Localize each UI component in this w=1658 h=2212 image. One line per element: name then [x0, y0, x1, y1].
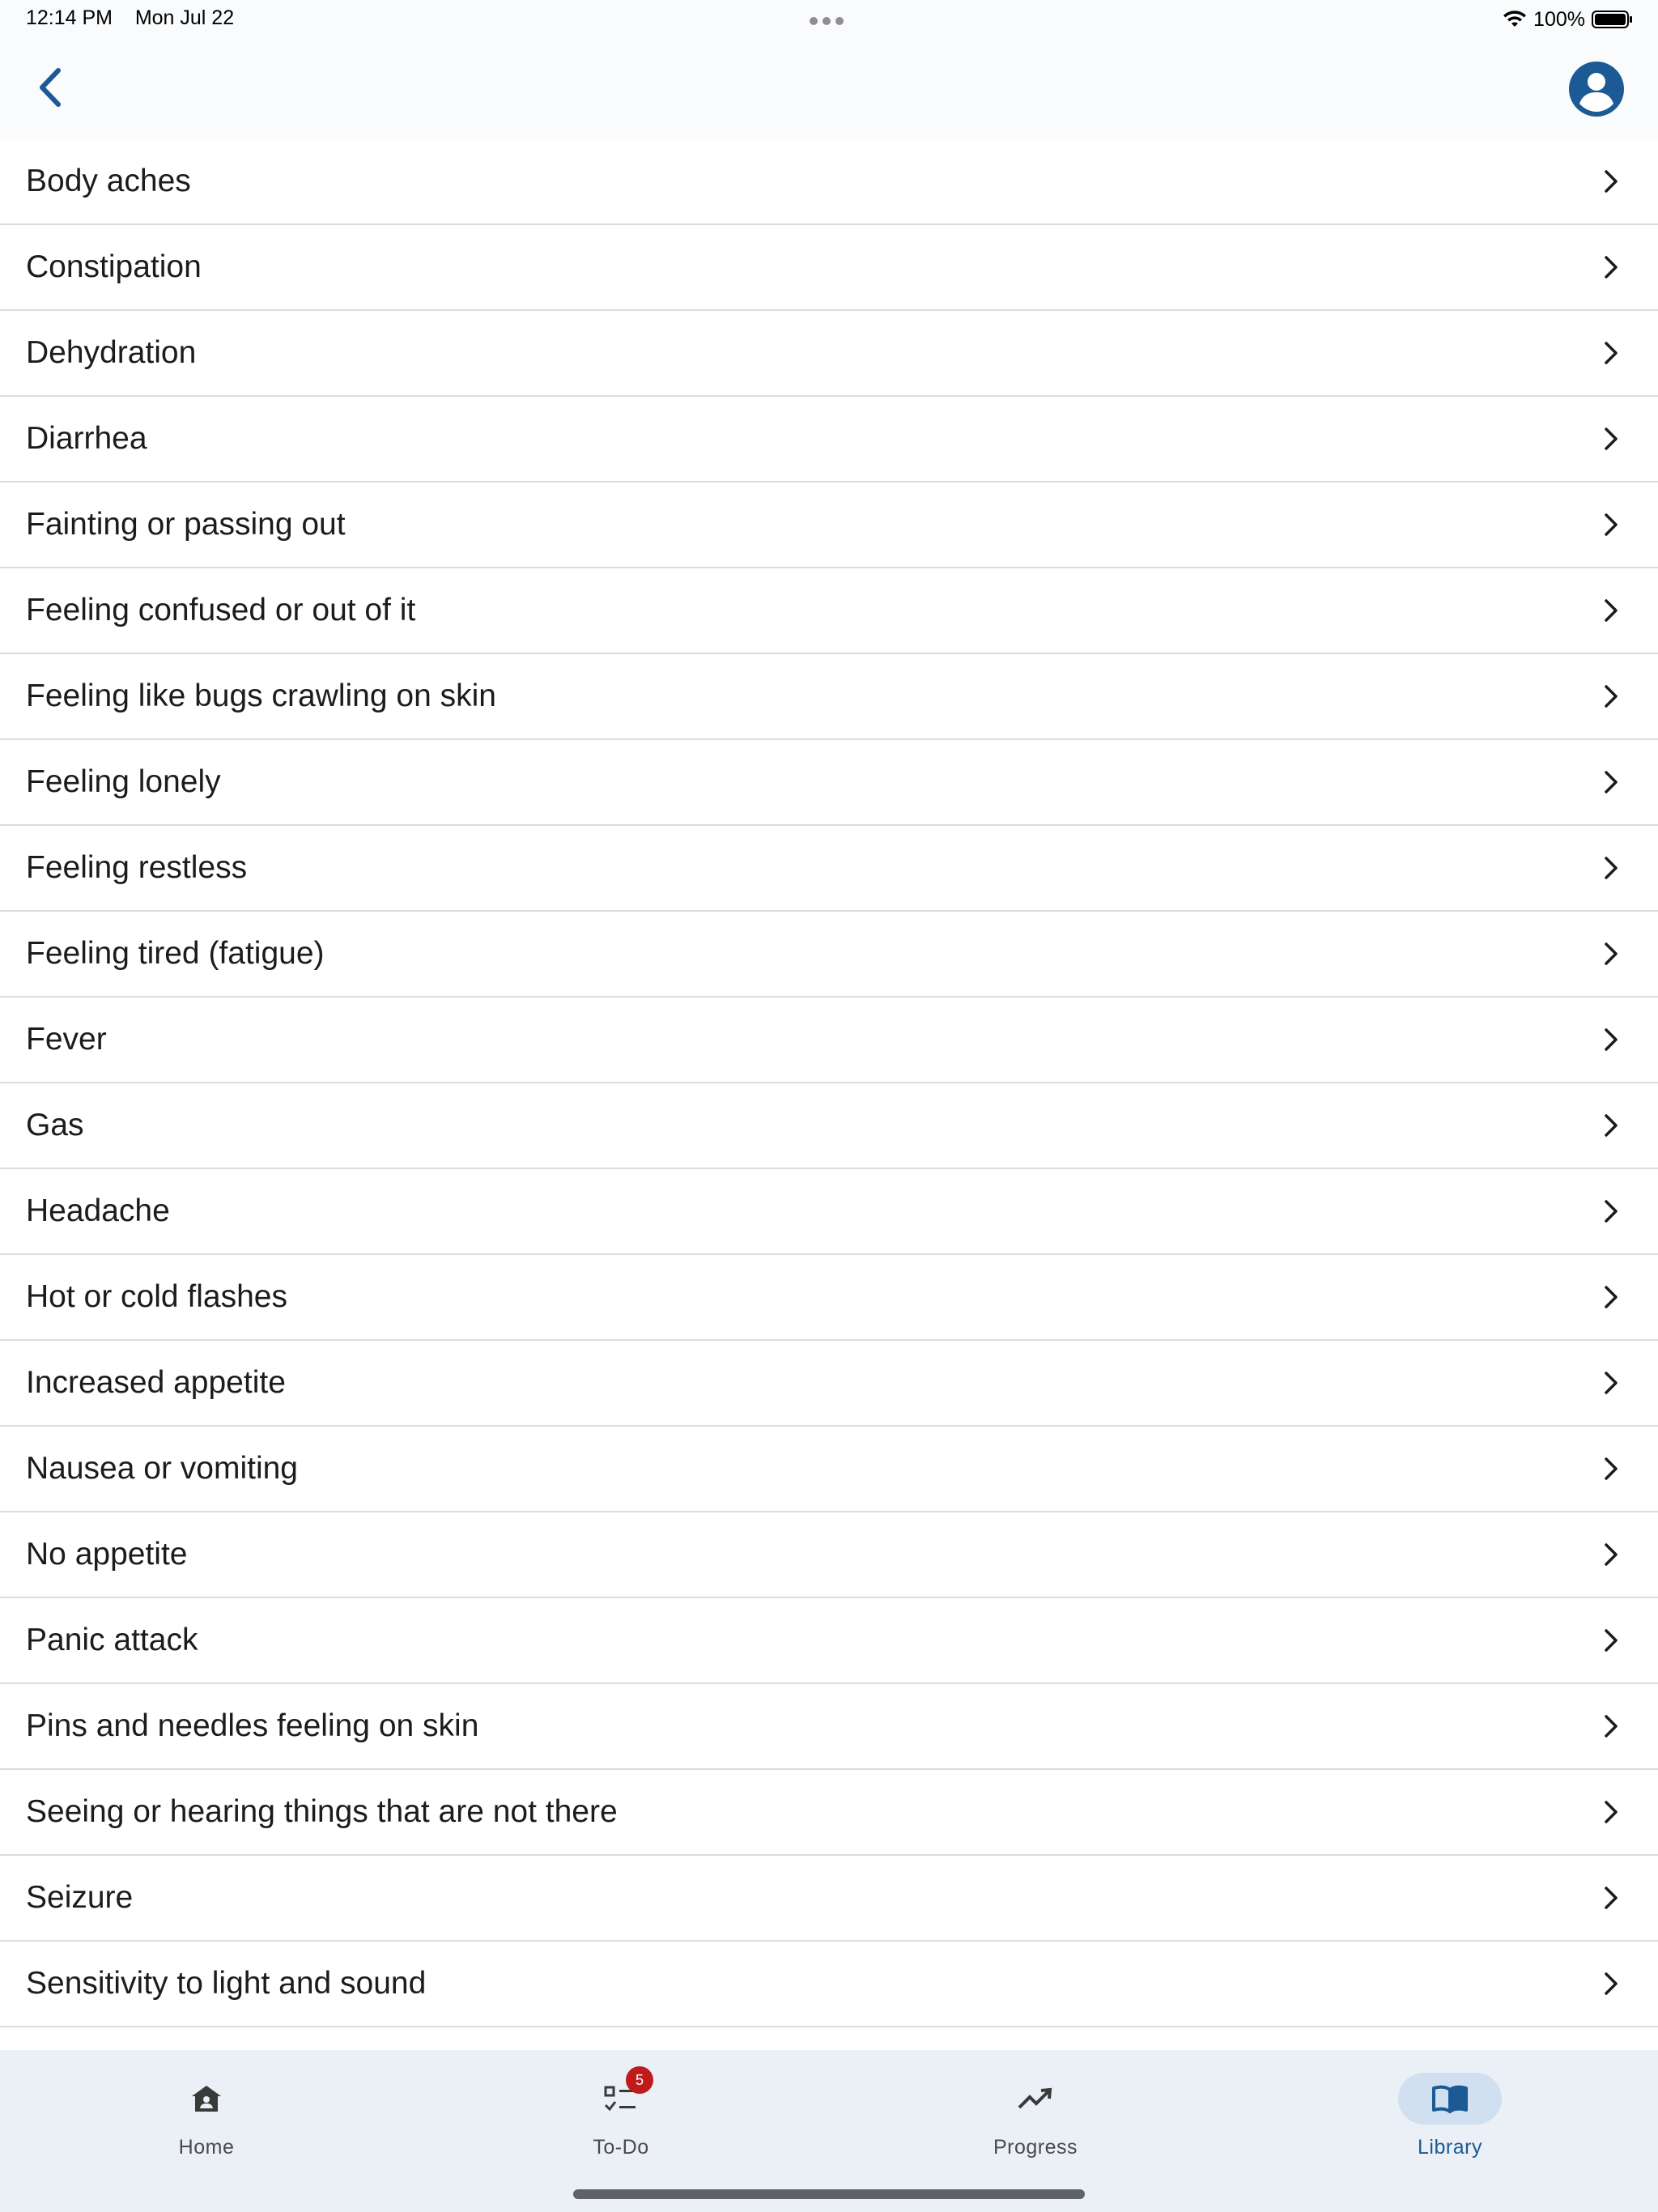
- list-item[interactable]: [0, 1512, 1658, 1598]
- list-item-label: Feeling confused or out of it: [26, 593, 416, 627]
- list-item[interactable]: [0, 1169, 1658, 1255]
- list-item[interactable]: [0, 311, 1658, 397]
- list-item[interactable]: [0, 654, 1658, 740]
- list-item-label: Sensitivity to light and sound: [26, 1966, 427, 2001]
- profile-button[interactable]: [1569, 62, 1624, 117]
- list-item-label: Body aches: [26, 164, 191, 198]
- list-item[interactable]: [0, 1255, 1658, 1341]
- list-item-label: Panic attack: [26, 1623, 198, 1657]
- list-item[interactable]: [0, 912, 1658, 998]
- chevron-right-icon: [1596, 1540, 1626, 1569]
- list-item[interactable]: [0, 826, 1658, 912]
- list-item-label: Feeling lonely: [26, 764, 221, 799]
- tab-home-label: Home: [178, 2136, 235, 2159]
- tab-todo[interactable]: [540, 2073, 702, 2170]
- symptom-list: [0, 139, 1658, 2050]
- home-icon: [190, 2084, 223, 2113]
- tab-progress-label: Progress: [993, 2136, 1078, 2159]
- list-item[interactable]: [0, 1083, 1658, 1169]
- list-item[interactable]: [0, 1598, 1658, 1684]
- list-item-label: Dehydration: [26, 335, 197, 370]
- chevron-right-icon: [1596, 253, 1626, 282]
- list-item[interactable]: [0, 1770, 1658, 1856]
- list-item[interactable]: [0, 1427, 1658, 1512]
- list-item[interactable]: [0, 397, 1658, 483]
- list-item[interactable]: [0, 139, 1658, 225]
- list-item-label: Seizure: [26, 1880, 134, 1915]
- list-item-label: Hot or cold flashes: [26, 1279, 287, 1314]
- book-icon: [1431, 2084, 1469, 2113]
- list-item-label: Seeing or hearing things that are not there: [26, 1794, 618, 1829]
- list-item[interactable]: [0, 740, 1658, 826]
- chevron-right-icon: [1596, 1197, 1626, 1226]
- list-item-label: Fainting or passing out: [26, 507, 346, 542]
- chevron-left-icon: [37, 67, 63, 108]
- list-item-label: No appetite: [26, 1537, 188, 1572]
- tab-todo-icon-wrap: [569, 2073, 673, 2125]
- list-item-label: Headache: [26, 1193, 170, 1228]
- chevron-right-icon: [1596, 682, 1626, 711]
- chevron-right-icon: [1596, 596, 1626, 625]
- chevron-right-icon: [1596, 510, 1626, 539]
- wifi-icon: [1503, 10, 1527, 29]
- chevron-right-icon: [1596, 768, 1626, 797]
- chevron-right-icon: [1596, 853, 1626, 883]
- chevron-right-icon: [1596, 1283, 1626, 1312]
- chevron-right-icon: [1596, 1969, 1626, 1998]
- tab-library-label: Library: [1418, 2136, 1482, 2159]
- tab-library-icon-wrap: [1398, 2073, 1502, 2125]
- chevron-right-icon: [1596, 167, 1626, 196]
- list-item-label: Constipation: [26, 249, 202, 284]
- multitasking-dots-icon[interactable]: [810, 15, 848, 23]
- chevron-right-icon: [1596, 1368, 1626, 1397]
- tab-library[interactable]: [1369, 2073, 1531, 2170]
- tab-home-icon-wrap: [155, 2073, 258, 2125]
- status-indicators: [1503, 5, 1634, 34]
- list-item-label: Fever: [26, 1022, 107, 1057]
- bottom-tab-bar: [0, 2050, 1658, 2212]
- back-button[interactable]: [28, 63, 73, 112]
- chevron-right-icon: [1596, 939, 1626, 968]
- tab-progress-icon-wrap: [984, 2073, 1087, 2125]
- list-item-label: Gas: [26, 1108, 84, 1142]
- list-item[interactable]: [0, 1341, 1658, 1427]
- todo-count-badge: 5: [626, 2066, 653, 2094]
- chevron-right-icon: [1596, 1454, 1626, 1483]
- tab-todo-label: To-Do: [593, 2136, 649, 2159]
- list-item-label: Pins and needles feeling on skin: [26, 1708, 479, 1743]
- list-item-label: Feeling like bugs crawling on skin: [26, 678, 496, 713]
- list-item[interactable]: [0, 568, 1658, 654]
- chevron-right-icon: [1596, 1712, 1626, 1741]
- tab-progress[interactable]: [954, 2073, 1116, 2170]
- list-item-label: Increased appetite: [26, 1365, 286, 1400]
- chevron-right-icon: [1596, 1111, 1626, 1140]
- chevron-right-icon: [1596, 1883, 1626, 1912]
- status-date: Mon Jul 22: [134, 6, 235, 29]
- list-item[interactable]: [0, 483, 1658, 568]
- chevron-right-icon: [1596, 1626, 1626, 1655]
- status-bar: [0, 0, 1658, 39]
- chevron-right-icon: [1596, 424, 1626, 453]
- chevron-right-icon: [1596, 1797, 1626, 1827]
- home-indicator[interactable]: [573, 2189, 1085, 2199]
- battery-icon: [1592, 10, 1634, 29]
- list-item-label: Feeling tired (fatigue): [26, 936, 325, 971]
- list-item[interactable]: [0, 225, 1658, 311]
- status-clock: 12:14 PM: [26, 6, 113, 29]
- battery-percentage: 100%: [1533, 7, 1585, 31]
- chevron-right-icon: [1596, 338, 1626, 368]
- list-item-label: Diarrhea: [26, 421, 147, 456]
- account-circle-icon: [1569, 62, 1624, 117]
- navigation-header: [0, 39, 1658, 139]
- trending-up-icon: [1018, 2087, 1053, 2111]
- list-item-label: Feeling restless: [26, 850, 248, 885]
- list-item-label: Nausea or vomiting: [26, 1451, 298, 1486]
- list-item[interactable]: [0, 1856, 1658, 1942]
- list-item[interactable]: [0, 1684, 1658, 1770]
- status-time: [26, 6, 234, 30]
- tab-home[interactable]: [125, 2073, 287, 2170]
- chevron-right-icon: [1596, 1025, 1626, 1054]
- list-item[interactable]: [0, 998, 1658, 1083]
- list-item[interactable]: [0, 1942, 1658, 2027]
